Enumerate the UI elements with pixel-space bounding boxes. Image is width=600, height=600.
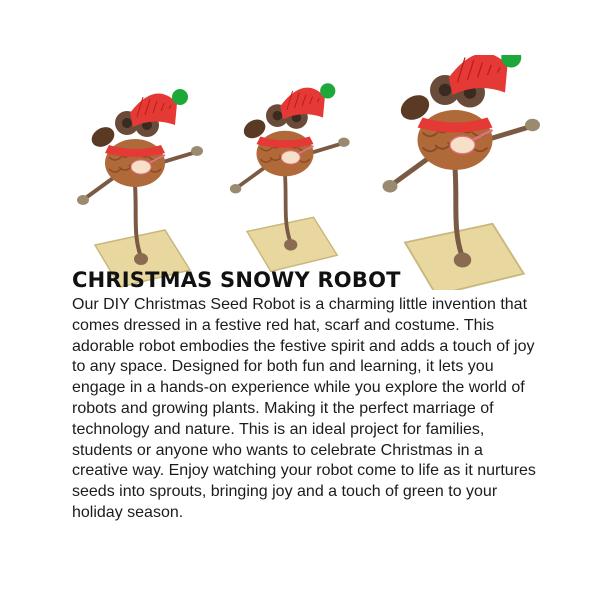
hand-seed — [338, 137, 349, 147]
robot-figurine — [230, 83, 350, 271]
green-pompom — [320, 83, 335, 98]
robot-figurines-illustration — [40, 55, 570, 290]
product-image — [40, 55, 570, 290]
seed-foot — [454, 253, 472, 268]
product-description: Our DIY Christmas Seed Robot is a charming little invention that comes dressed in a festive red hat, scarf and costume. This adorable robot embodies the festive spirit and adds a touch of joy to any space. Designed for both fun and learning, it lets you engage in a hands-on experience while you explore the world of robots and growing plants. Making it the perfect marriage of technology and nature. This is an ideal project for families, students or anyone who wants to celebrate Christmas in a creative way. Enjoy watching your robot come to life as it nurtures seeds into sprouts, bringing joy and a touch of green to your holiday season. — [72, 296, 536, 521]
robot-figurine — [383, 55, 541, 290]
robot-figurine — [77, 89, 203, 287]
hand-seed — [230, 184, 241, 194]
seed-foot — [284, 239, 297, 250]
guitar-ornament — [131, 160, 151, 174]
hand-seed — [383, 180, 398, 193]
product-title: CHRISTMAS SNOWY ROBOT — [72, 268, 401, 292]
green-pompom — [172, 89, 188, 105]
seed-foot — [134, 253, 148, 265]
guitar-ornament — [450, 136, 475, 154]
hand-seed — [191, 146, 203, 156]
guitar-ornament — [281, 151, 300, 164]
hand-seed — [77, 195, 89, 205]
hand-seed — [525, 119, 540, 132]
